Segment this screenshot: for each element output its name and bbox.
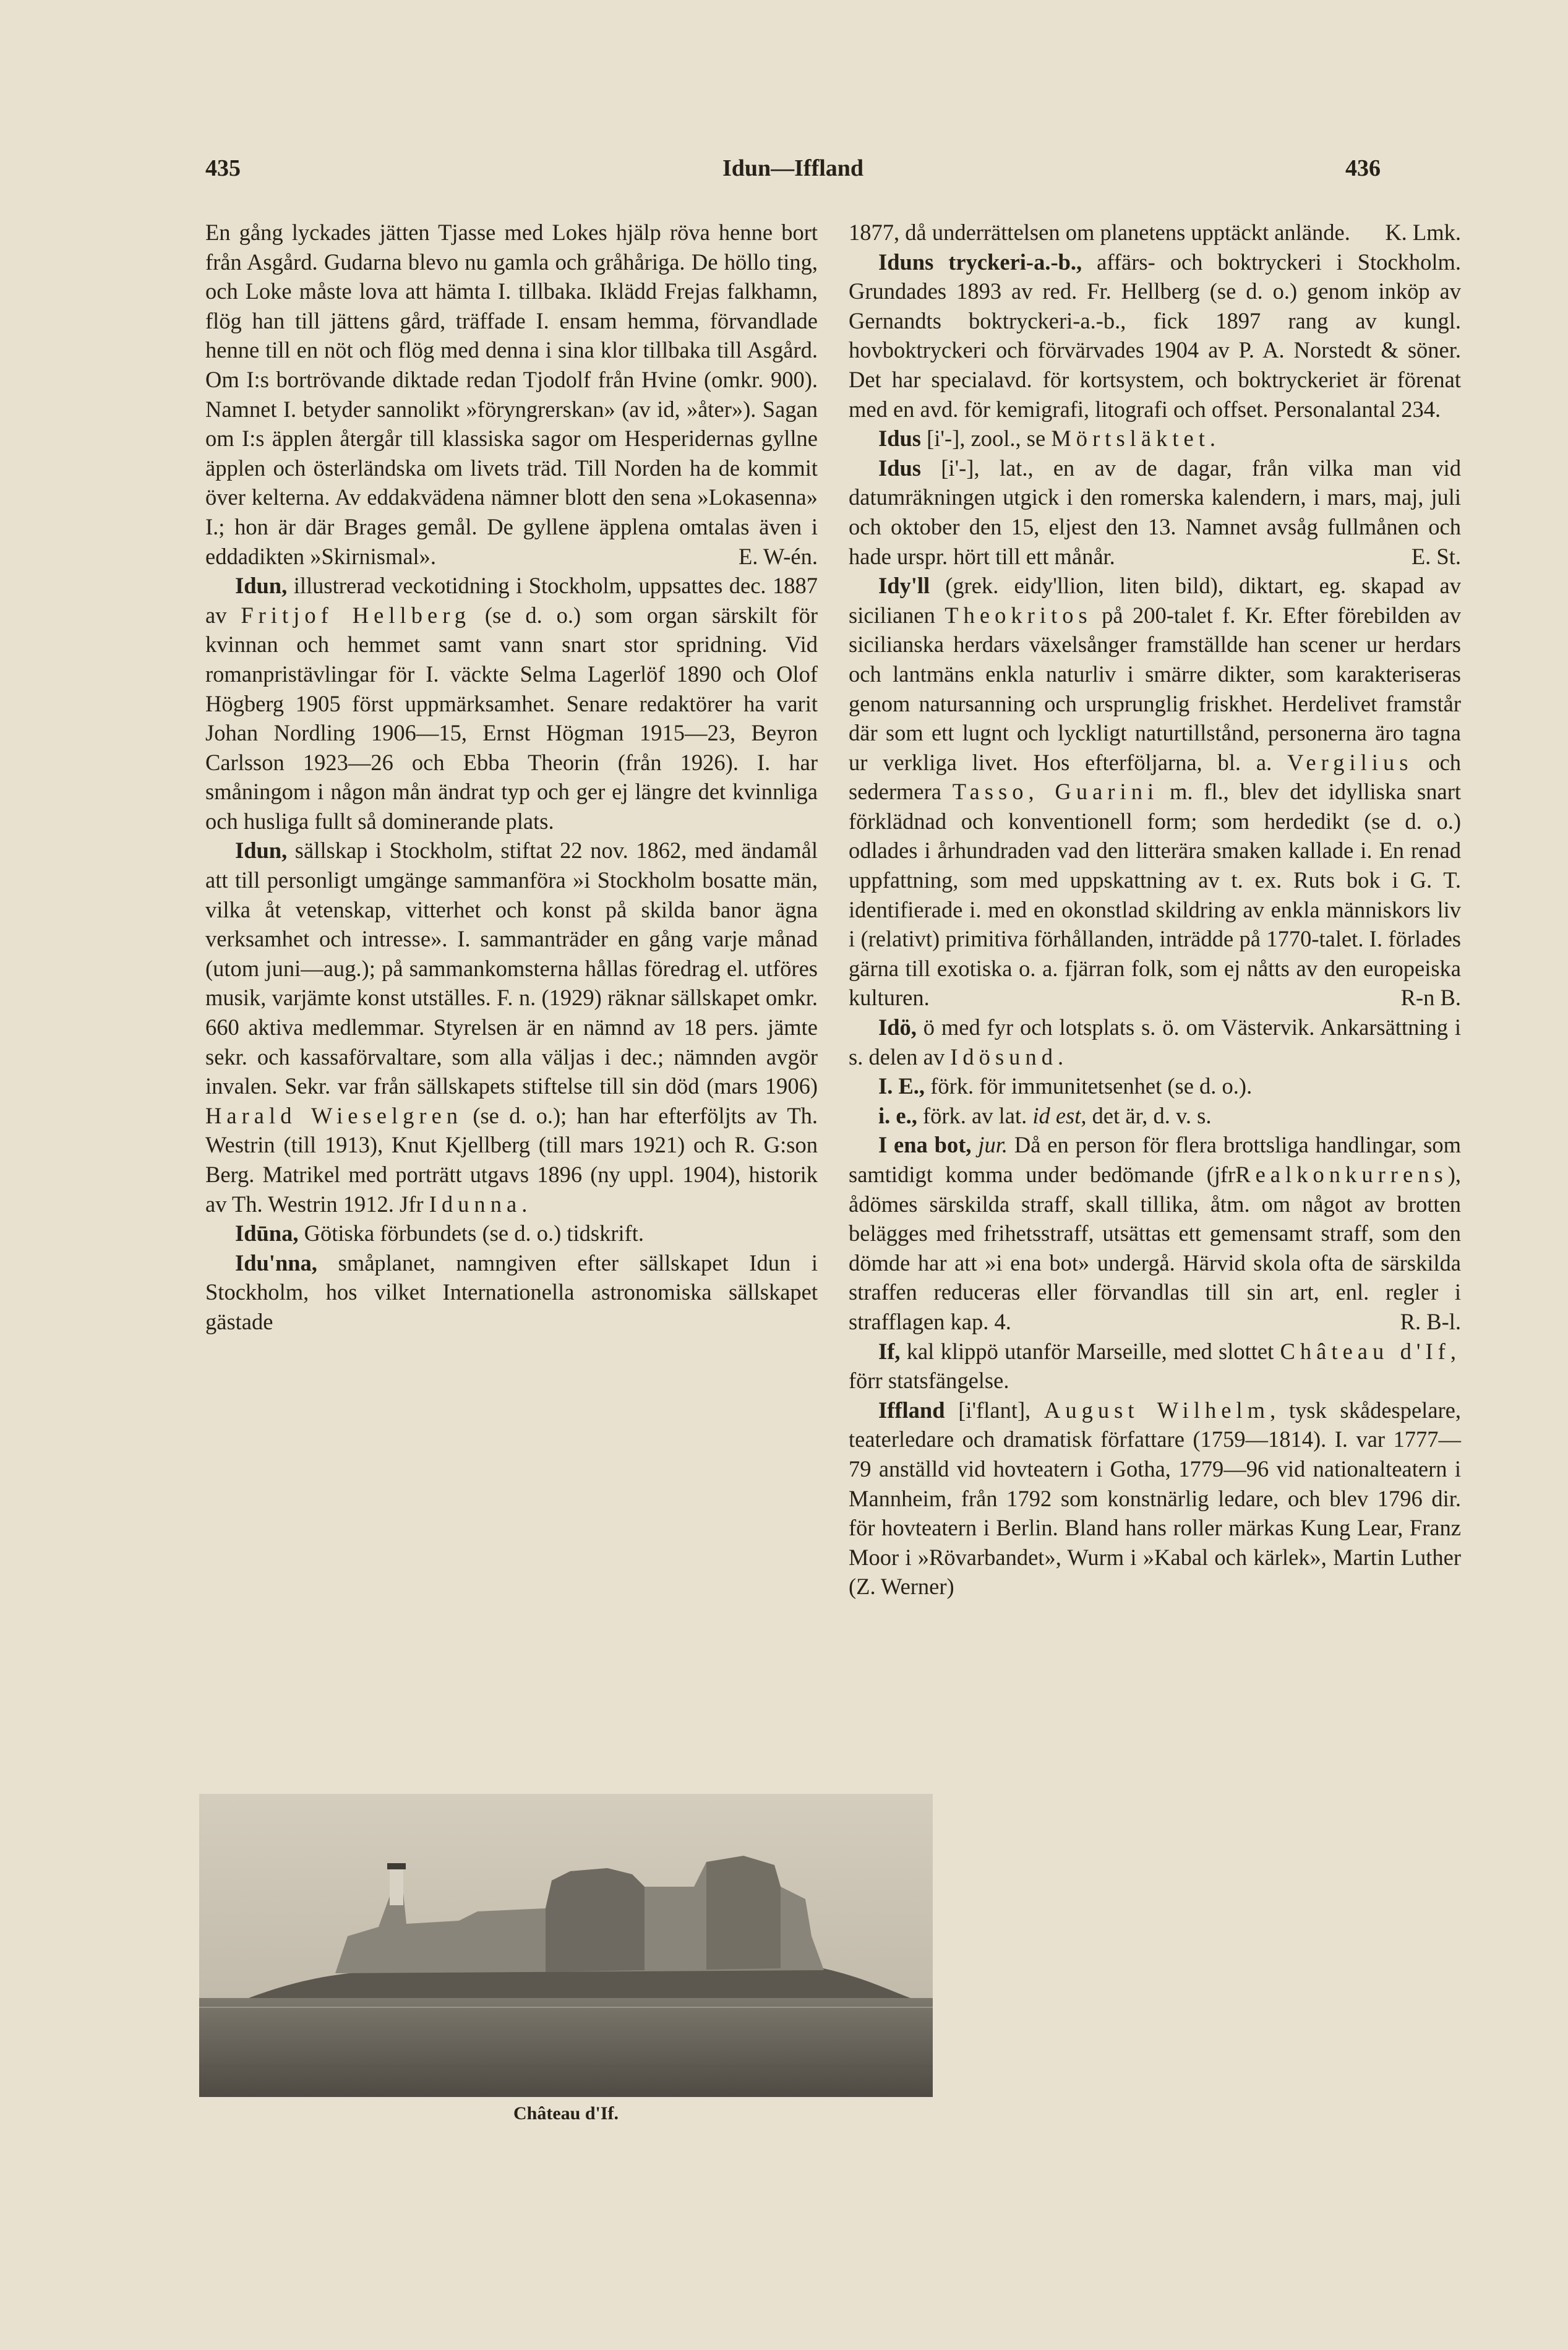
entry-headword: Idus xyxy=(878,455,922,481)
person-name: Fritjof Hellberg xyxy=(241,602,471,628)
entry-headword: Idy'll xyxy=(878,573,930,599)
entry-headword: I ena bot, xyxy=(878,1132,972,1158)
entry-headword: Idun, xyxy=(235,838,288,864)
entry-iduns-tryckeri: Iduns tryckeri-a.-b., affärs- och boktryckeri i Stockholm. Grundades 1893 av red. Fr. Hellberg (se d. o.) genom inköp av Gernandts boktryckeri-a.-b., fick 1897 rang av kungl. hovboktryckeri och förvärvades 1904 av P. A. Norstedt & söner. Det har specialavd. för kortsystem, och boktryckeriet är förenat med en avd. för kemigrafi, litografi och offset. Personalantal 234. xyxy=(849,249,1461,422)
person-name: Vergilius xyxy=(1287,749,1413,775)
signature: E. St. xyxy=(1411,543,1461,569)
entry-headword: I. E., xyxy=(878,1073,925,1099)
cross-reference: Idösund. xyxy=(950,1044,1069,1070)
page-number-left: 435 xyxy=(205,155,241,181)
signature: R. B-l. xyxy=(1400,1308,1461,1334)
left-column xyxy=(205,218,818,1337)
paragraph-idun-myth: En gång lyckades jätten Tjasse med Lokes hjälp röva henne bort från Asgård. Gudarna blevo nu gamla och gråhåriga. De höllo ting, och Loke måste lova att hämta I. tillbaka. Iklädd Frejas falkhamn, flög han till jättens gård, träffade I. ensam hemma, förvandlade henne till en nöt och flög med denna i sina klor tillbaka till Asgård. Om I:s bortrövande diktade redan Tjodolf från Hvine (omkr. 900). Namnet I. betyder sannolikt »föryngrerskan» (av id, »åter»). Sagan om I:s äpplen återgår till klassiska sagor om Hesperidernas gyllne äpplen och österländska om livets träd. Till Norden ha de kommit över kelterna. Av eddakvädena nämner blott den sena »Lokasenna» I.; hon är där Brages gemål. De gyllene äpplena omtalas även i eddadikten »Skirnismal». E. W-én. xyxy=(205,218,818,571)
page-title: Idun—Iffland xyxy=(722,155,864,181)
entry-headword: Idūna, xyxy=(235,1220,299,1246)
page-number-right: 436 xyxy=(1345,155,1381,181)
entry-headword: Idu'nna, xyxy=(235,1250,317,1276)
entry-iduna: Idūna, Götiska förbundets (se d. o.) tidskrift. xyxy=(235,1220,645,1246)
latin-phrase: id est, xyxy=(1032,1102,1087,1128)
signature: K. Lmk. xyxy=(1385,220,1461,245)
entry-if: If, kal klippö utanför Marseille, med slottet Château d'If, förr statsfängelse. xyxy=(849,1338,1462,1394)
entry-iffland: Iffland [i'flant], August Wilhelm, tysk skådespelare, teaterledare och dramatisk författare (1759—1814). I. var 1777—79 anställd vid hovteatern i Gotha, 1779—96 vid nationalteatern i Mannheim, från 1792 som konstnärlig ledare, och blev 1796 dir. för hovteatern i Berlin. Bland hans roller märkas Kung Lear, Franz Moor i »Rövarbandet», Wurm i »Kabal och kärlek», Martin Luther (Z. Werner) xyxy=(849,1397,1462,1600)
entry-headword: Idus xyxy=(878,426,922,452)
entry-headword: Iffland xyxy=(878,1397,945,1423)
entry-idunna: Idu'nna, småplanet, namngiven efter sällskapet Idun i Stockholm, hos vilket Internationella astronomiska sällskapet gästade xyxy=(205,1250,818,1334)
right-column xyxy=(849,218,1461,1602)
entry-idyll: Idy'll (grek. eidy'llion, liten bild), diktart, eg. skapad av sicilianen Theokritos på 200-talet f. Kr. Efter förebilden av sicilianska herdars växelsånger framställde han scener ur herdars och lantmäns enkla naturliv i smärre dikter, som karakteriseras genom natursanning och ursprunglig friskhet. Herdelivet framstår där som ett lugnt och lyckligt naturtillstånd, personerna äro tagna ur verkliga livet. Hos efterföljarna, bl. a. Vergilius och sedermera Tasso, Guarini m. fl., blev det idylliska snart förklädnad och konventionell form; som herdedikt (se d. o.) odlades i århundraden vad den litterära smaken kallade i. En renad uppfattning, som med uppskattning av t. ex. Ruts bok i G. T. identifierade i. med en okonstlad skildring av enkla människors liv i (relativt) primitiva förhållanden, inträdde på 1770-talet. I. förlades gärna till exotiska o. a. fjärran folk, som ej nåtts av den europeiska kulturen. R-n B. xyxy=(849,571,1461,1013)
place-name: Château d'If, xyxy=(1280,1338,1462,1364)
entry-idunna-continued: 1877, då underrättelsen om planetens upptäckt anlände. K. Lmk. xyxy=(849,218,1461,247)
cross-reference: Realkonkurrens xyxy=(1235,1162,1448,1187)
entry-ido: Idö, ö med fyr och lotsplats s. ö. om Västervik. Ankarsättning i s. delen av Idösund. xyxy=(849,1014,1461,1070)
entry-ie-lower: i. e., förk. av lat. id est, det är, d. v. s. xyxy=(878,1102,1212,1128)
subject-label: jur. xyxy=(978,1132,1008,1158)
photo-image xyxy=(199,1794,933,2097)
person-name: Theokritos xyxy=(945,602,1092,628)
chateau-dif-photo xyxy=(199,1794,933,2097)
entry-i-ena-bot: I ena bot, jur. Då en person för flera brottsliga handlingar, som samtidigt komma under bedömande (jfrRealkonkurrens), ådömes särskilda straff, skall tillika, åtm. om något av brotten belägges med frihetsstraff, utsättas ett gemensamt straff, som den dömde har att »i ena bot» undergå. Härvid skola ofta de särskilda straffen reduceras eller förvandlas till sin art, enl. regler i strafflagen kap. 4. R. B-l. xyxy=(849,1130,1461,1336)
cross-reference: Idunna. xyxy=(429,1191,533,1217)
entry-headword: i. e., xyxy=(878,1102,917,1128)
person-name: August Wilhelm xyxy=(1043,1397,1270,1423)
entry-idun-society: Idun, sällskap i Stockholm, stiftat 22 nov. 1862, med ändamål att till personligt umgänge sammanföra »i Stockholm bosatte män, vilka åt vetenskap, vitterhet och konst på skilda banor ägna verksamhet och intresse». I. sammanträder en gång varje månad (utom juni—aug.); på sammankomsterna hållas föredrag el. utföres musik, varjämte konst utställes. F. n. (1929) räknar sällskapet omkr. 660 aktiva medlemmar. Styrelsen är en nämnd av 18 pers. jämte sekr. och kassaförvaltare, som alla väljas i dec.; nämnden avgör invalen. Sekr. var från sällskapets stiftelse till sin död (mars 1906) Harald Wieselgren (se d. o.); han har efterföljts av Th. Westrin (till 1913), Knut Kjellberg (till mars 1921) och R. G:son Berg. Matrikel med porträtt utgavs 1896 (ny uppl. 1904), historik av Th. Westrin 1912. Jfr Idunna. xyxy=(205,838,818,1217)
entry-idus-lat: Idus [i'-], lat., en av de dagar, från vilka man vid datumräkningen utgick i den romerska kalendern, i mars, maj, juli och oktober den 15, eljest den 13. Namnet avsåg fullmånen och hade urspr. hört till ett månår. E. St. xyxy=(849,453,1461,571)
entry-ie-upper: I. E., förk. för immunitetsenhet (se d. o.). xyxy=(878,1073,1253,1099)
entry-headword: If, xyxy=(878,1338,901,1364)
running-header xyxy=(205,155,1381,192)
entry-idun-magazine: Idun, illustrerad veckotidning i Stockholm, uppsattes dec. 1887 av Fritjof Hellberg (se d. o.) som organ särskilt för kvinnan och hemmet samt vann snart stor spridning. Vid romanpristävlingar för I. väckte Selma Lagerlöf 1890 och Olof Högberg 1905 först uppmärksamhet. Senare redaktörer ha varit Johan Nordling 1906—15, Ernst Högman 1915—23, Beyron Carlsson 1923—26 och Ebba Theorin (från 1926). I. har småningom i någon mån ändrat typ och ger ej längre det kvinnliga och husliga fullt så dominerande plats. xyxy=(205,573,818,834)
entry-headword: Idun, xyxy=(235,573,288,599)
person-name: Tasso, Guarini xyxy=(952,779,1159,805)
signature: R-n B. xyxy=(1400,985,1461,1011)
entry-headword: Idö, xyxy=(878,1014,917,1040)
entry-idus-zool: Idus [i'-], zool., se Mörtsläktet. xyxy=(878,426,1221,452)
signature: E. W-én. xyxy=(738,543,818,569)
person-name: Harald Wieselgren xyxy=(205,1102,463,1128)
figure-caption: Château d'If. xyxy=(513,2103,619,2124)
entry-headword: Iduns tryckeri-a.-b., xyxy=(878,249,1082,275)
cross-reference: Mörtsläktet. xyxy=(1051,426,1221,452)
